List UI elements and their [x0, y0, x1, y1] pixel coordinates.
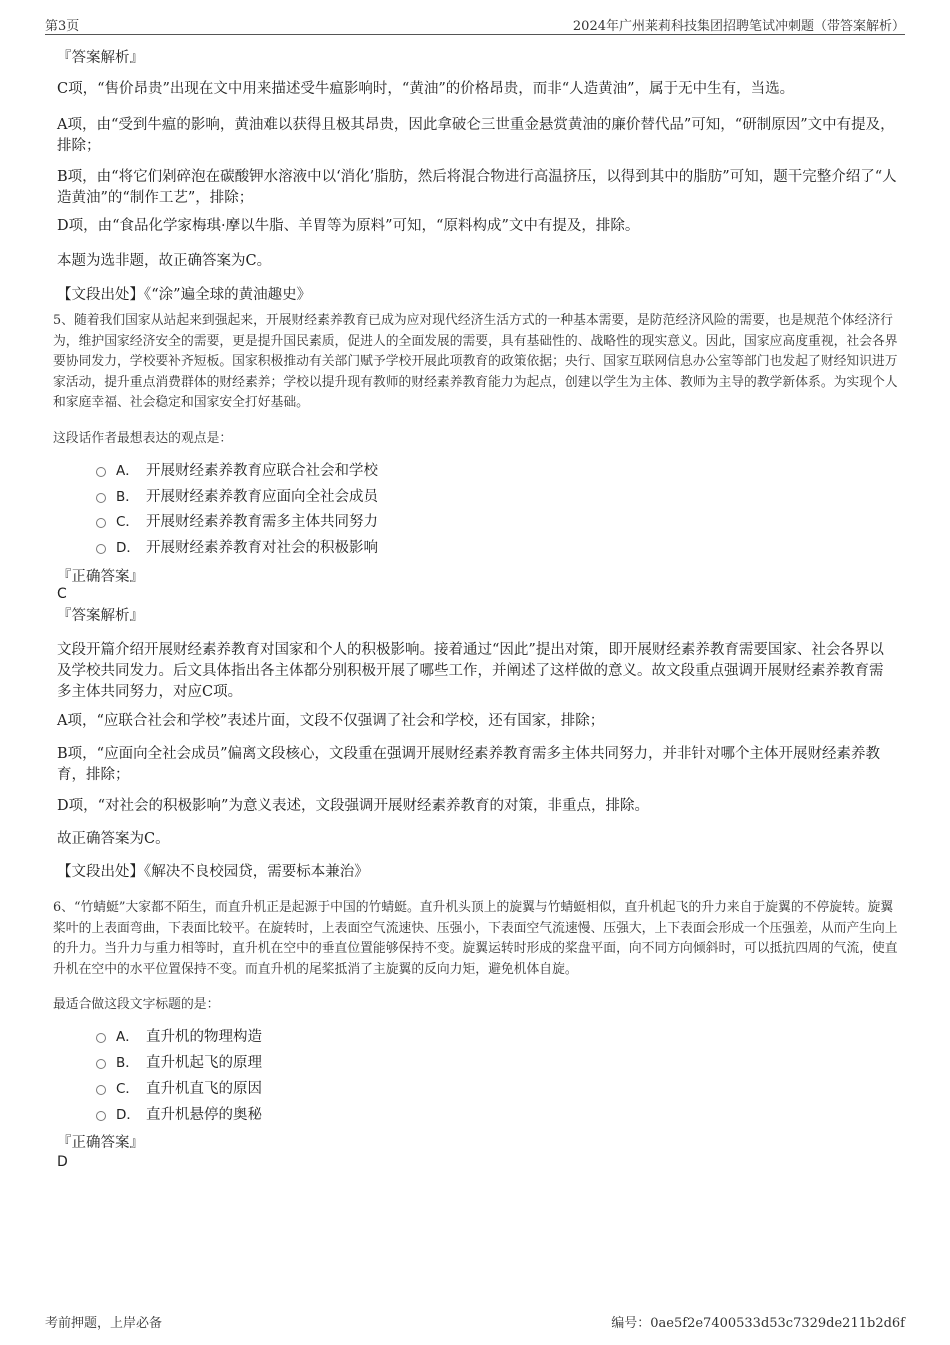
correct-answer-heading: 『正确答案』 [57, 569, 144, 585]
analysis-conclusion: 故正确答案为C。 [57, 831, 170, 847]
option-text: 开展财经素养教育对社会的积极影响 [146, 540, 378, 556]
option-letter: A． [116, 1029, 139, 1045]
option-d[interactable] [96, 1104, 262, 1126]
footer-slogan: 考前押题，上岸必备 [45, 1316, 163, 1331]
radio-icon[interactable] [96, 1033, 106, 1043]
source-citation: 【文段出处】《“涂”遍全球的黄油趣史》 [57, 287, 312, 303]
option-a[interactable] [96, 1026, 262, 1048]
source-citation: 【文段出处】《解决不良校园贷，需要标本兼治》 [57, 864, 369, 880]
analysis-paragraph: B项，由“将它们剁碎泡在碳酸钾水溶液中以‘消化’脂肪，然后将混合物进行高温挤压，以得到其中的脂肪”可知，题干完整介绍了“人造黄油”的“制作工艺”，排除； [57, 169, 897, 206]
document-title: 2024年广州莱莉科技集团招聘笔试冲刺题（带答案解析） [572, 19, 905, 34]
analysis-paragraph: A项，“应联合社会和学校”表述片面，文段不仅强调了社会和学校，还有国家，排除； [57, 713, 605, 729]
option-text: 直升机的物理构造 [146, 1029, 262, 1045]
analysis-paragraph: B项，“应面向全社会成员”偏离文段核心，文段重在强调开展财经素养教育需多主体共同努力，并非针对哪个主体开展财经素养教育，排除； [57, 746, 880, 783]
option-text: 开展财经素养教育应联合社会和学校 [146, 463, 378, 479]
correct-answer-heading: 『正确答案』 [57, 1135, 144, 1151]
option-text: 直升机直飞的原因 [146, 1081, 262, 1097]
option-letter: D． [116, 540, 140, 556]
correct-answer: C [57, 586, 67, 602]
radio-icon[interactable] [96, 467, 106, 477]
question-prompt: 最适合做这段文字标题的是： [53, 997, 220, 1012]
radio-icon[interactable] [96, 1085, 106, 1095]
option-b[interactable] [96, 1052, 262, 1074]
option-letter: C． [116, 514, 139, 530]
page-number: 第3页 [45, 19, 80, 34]
option-text: 直升机悬停的奥秘 [146, 1107, 262, 1123]
option-c[interactable] [96, 511, 378, 533]
analysis-paragraph: D项，“对社会的积极影响”为意义表述，文段强调开展财经素养教育的对策，非重点，排除。 [57, 798, 649, 814]
option-letter: B． [116, 489, 139, 505]
analysis-heading: 『答案解析』 [57, 50, 144, 66]
radio-icon[interactable] [96, 544, 106, 554]
analysis-paragraph: 文段开篇介绍开展财经素养教育对国家和个人的积极影响。接着通过“因此”提出对策，即开展财经素养教育需要国家、社会各界以及学校共同发力。后文具体指出各主体都分别积极开展了哪些工作，并阐述了这样做的意义。故文段重点强调开展财经素养教育需多主体共同努力，对应C项。 [57, 642, 884, 700]
analysis-paragraph: C项，“售价昂贵”出现在文中用来描述受牛瘟影响时，“黄油”的价格昂贵，而非“人造黄油”，属于无中生有，当选。 [57, 81, 795, 97]
correct-answer: D [57, 1154, 68, 1170]
radio-icon[interactable] [96, 518, 106, 528]
option-b[interactable] [96, 486, 378, 508]
option-text: 开展财经素养教育需多主体共同努力 [146, 514, 378, 530]
option-d[interactable] [96, 537, 378, 559]
option-letter: A． [116, 463, 139, 479]
option-letter: C． [116, 1081, 139, 1097]
document-serial: 编号：0ae5f2e7400533d53c7329de211b2d6f [611, 1316, 905, 1331]
analysis-paragraph: A项，由“受到牛瘟的影响，黄油难以获得且极其昂贵，因此拿破仑三世重金悬赏黄油的廉价替代品”可知，“研制原因”文中有提及，排除； [57, 117, 895, 154]
question-stem: 5、随着我们国家从站起来到强起来，开展财经素养教育已成为应对现代经济生活方式的一种基本需要，是防范经济风险的需要，也是规范个体经济行为，维护国家经济安全的需要，更是提升国民素质，促进人的全面发展的需要，具有基础性的、战略性的现实意义。因此，国家应高度重视，社会各界要协同发力，学校要补齐短板。国家积极推动有关部门赋予学校开展此项教育的政策依据；央行、国家互联网信息办公室等部门也发起了财经知识进万家活动，提升重点消费群体的财经素养；学校以提升现有教师的财经素养教育能力为起点，创建以学生为主体、教师为主导的教学新体系。为实现个人和家庭幸福、社会稳定和国家安全打好基础。 [53, 313, 898, 411]
option-text: 直升机起飞的原理 [146, 1055, 262, 1071]
option-letter: D． [116, 1107, 140, 1123]
analysis-paragraph: D项，由“食品化学家梅琪·摩以牛脂、羊胃等为原料”可知，“原料构成”文中有提及，排除。 [57, 218, 640, 234]
option-text: 开展财经素养教育应面向全社会成员 [146, 489, 378, 505]
option-a[interactable] [96, 460, 378, 482]
radio-icon[interactable] [96, 493, 106, 503]
analysis-heading: 『答案解析』 [57, 608, 144, 624]
question-stem: 6、“竹蜻蜓”大家都不陌生，而直升机正是起源于中国的竹蜻蜓。直升机头顶上的旋翼与竹蜻蜓相似，直升机起飞的升力来自于旋翼的不停旋转。旋翼桨叶的上表面弯曲，下表面比较平。在旋转时，上表面空气流速快、压强小，下表面空气流速慢、压强大，上下表面会形成一个压强差，从而产生向上的升力。当升力与重力相等时，直升机在空中的垂直位置能够保持不变。旋翼运转时形成的桨盘平面，向不同方向倾斜时，可以抵抗四周的气流，使直升机在空中的水平位置保持不变。而直升机的尾桨抵消了主旋翼的反向力矩，避免机体自旋。 [53, 900, 898, 977]
analysis-conclusion: 本题为选非题，故正确答案为C。 [57, 253, 272, 269]
option-letter: B． [116, 1055, 139, 1071]
question-prompt: 这段话作者最想表达的观点是： [53, 431, 233, 446]
radio-icon[interactable] [96, 1111, 106, 1121]
option-c[interactable] [96, 1078, 262, 1100]
radio-icon[interactable] [96, 1059, 106, 1069]
page-header [45, 14, 905, 35]
